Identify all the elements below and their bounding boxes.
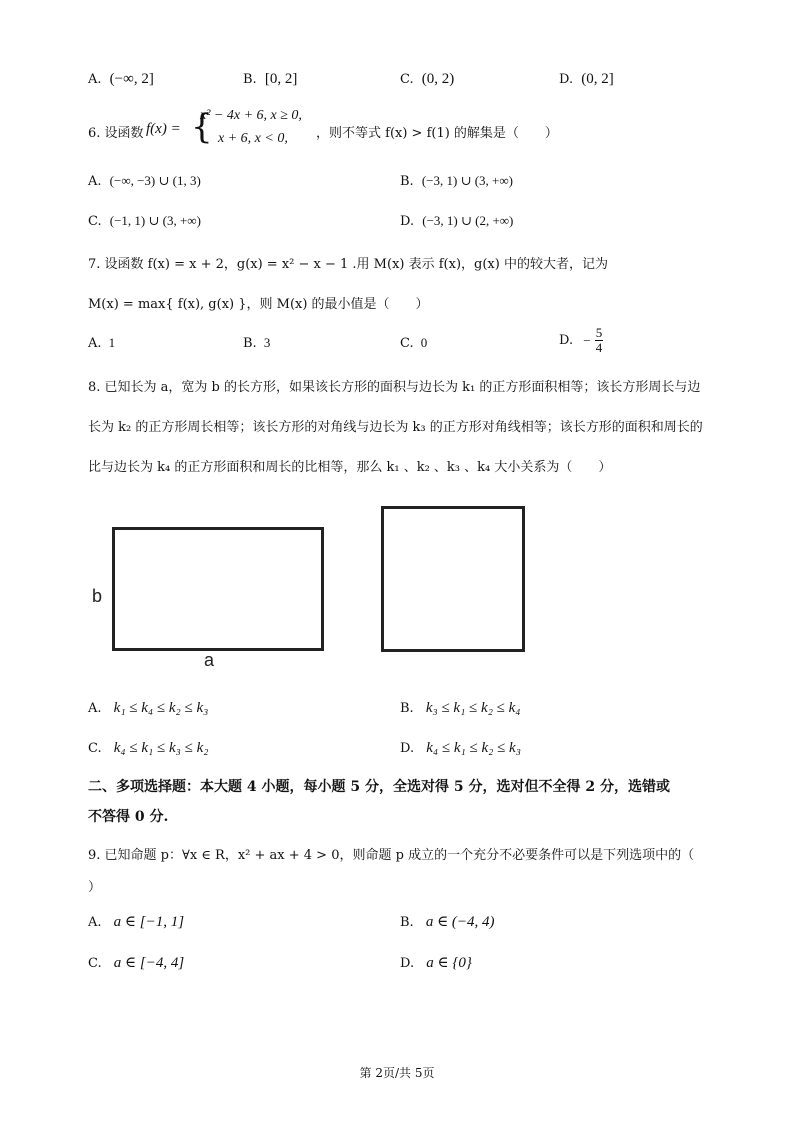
q5-option-a — [88, 71, 154, 88]
option-value: [0, 2] — [264, 71, 298, 87]
option-label: A. — [88, 701, 102, 716]
q6-suffix: ，则不等式 f(x) > f(1) 的解集是（ ） — [316, 126, 558, 141]
q9-stem-line-1: 9. 已知命题 p：∀x ∈ R，x² + ax + 4 > 0，则命题 p 成立的一个充分不必要条件可以是下列选项中的（ — [88, 848, 695, 863]
option-value: k₄ ≤ k₁ ≤ k₂ ≤ k₃ — [426, 740, 521, 756]
q8-option-b — [400, 700, 521, 717]
section-heading-line-2: 不答得 0 分. — [88, 809, 169, 825]
option-value: (0, 2] — [581, 71, 614, 87]
fraction — [595, 326, 604, 355]
q7-stem-line-1: 7. 设函数 f(x) = x + 2，g(x) = x² − x − 1 .用 M(x) 表示 f(x)，g(x) 中的较大者，记为 — [88, 257, 608, 272]
option-value: k₃ ≤ k₁ ≤ k₂ ≤ k₄ — [425, 700, 521, 716]
option-value: 0 — [420, 335, 428, 350]
q7-option-c — [400, 335, 427, 351]
option-value: a ∈ [−4, 4] — [113, 955, 185, 971]
q8-stem-line-3: 比与边长为 k₄ 的正方形面积和周长的比相等，那么 k₁ 、k₂ 、k₃ 、k₄ 大小关系为（ ） — [88, 460, 612, 475]
q9-option-c — [88, 953, 184, 972]
q5-option-b — [243, 71, 297, 88]
option-value: a ∈ (−4, 4) — [425, 914, 495, 930]
q6-option-b — [400, 173, 513, 189]
option-label: C. — [400, 336, 414, 351]
option-label: C. — [88, 956, 102, 971]
option-label: D. — [559, 72, 574, 87]
option-value: k₄ ≤ k₁ ≤ k₃ ≤ k₂ — [113, 740, 209, 756]
section-heading-line-1: 二、多项选择题：本大题 4 小题，每小题 5 分，全选对得 5 分，选对但不全得 2 分，选错或 — [88, 779, 670, 795]
option-value: (−3, 1) ∪ (2, +∞) — [422, 213, 514, 228]
option-value: (−1, 1) ∪ (3, +∞) — [109, 213, 201, 228]
q5-option-d — [559, 71, 614, 88]
option-label: D. — [400, 741, 415, 756]
q6-option-d — [400, 213, 513, 229]
option-value: (−∞, 2] — [109, 71, 154, 87]
q8-stem-line-2: 长为 k₂ 的正方形周长相等；该长方形的对角线与边长为 k₃ 的正方形对角线相等；该长方形的面积和周长的 — [88, 420, 703, 435]
q9-stem-line-2: ） — [88, 880, 102, 895]
square-figure — [381, 506, 525, 652]
rectangle-label-b: b — [92, 586, 103, 606]
option-label: D. — [400, 956, 415, 971]
option-label: B. — [243, 336, 257, 351]
q6-case-2: x + 6, x < 0, — [218, 131, 288, 146]
q7-stem-line-2: M(x) = max{ f(x), g(x) }，则 M(x) 的最小值是（ ） — [88, 297, 429, 312]
option-label: D. — [400, 214, 415, 229]
option-label: C. — [88, 741, 102, 756]
q9-option-d — [400, 953, 472, 972]
q7-option-a — [88, 335, 115, 351]
option-value: k₁ ≤ k₄ ≤ k₂ ≤ k₃ — [113, 700, 209, 716]
q6-prefix: 6. 设函数 — [88, 126, 144, 141]
q8-option-c — [88, 740, 208, 757]
fraction-numerator: 5 — [595, 325, 603, 340]
option-label: C. — [88, 214, 102, 229]
rectangle-figure — [112, 527, 324, 651]
option-label: A. — [88, 174, 102, 189]
q8-stem-line-1: 8. 已知长为 a，宽为 b 的长方形，如果该长方形的面积与边长为 k₁ 的正方形面积相等；该长方形周长与边 — [88, 380, 701, 395]
q5-option-c — [400, 71, 454, 88]
fraction-denominator: 4 — [595, 340, 603, 355]
option-label: A. — [88, 336, 102, 351]
q8-option-a — [88, 700, 208, 717]
q6-fx: f(x) = — [146, 121, 181, 137]
option-sign: − — [583, 332, 591, 348]
q6-case-1: x² − 4x + 6, x ≥ 0, — [200, 108, 302, 123]
option-label: B. — [400, 174, 414, 189]
q7-option-d — [559, 326, 603, 355]
page-footer: 第 2页/共 5页 — [359, 1066, 435, 1080]
option-label: A. — [88, 915, 102, 930]
piecewise-brace: { — [191, 107, 213, 147]
q9-option-a — [88, 912, 184, 931]
option-label: A. — [88, 72, 102, 87]
option-label: B. — [243, 72, 257, 87]
q6-option-a — [88, 173, 201, 189]
option-value: a ∈ {0} — [426, 955, 472, 971]
option-label: B. — [400, 915, 414, 930]
option-value: 1 — [108, 335, 116, 350]
option-value: (−3, 1) ∪ (3, +∞) — [421, 173, 513, 188]
option-value: a ∈ [−1, 1] — [113, 914, 185, 930]
option-value: 3 — [263, 335, 271, 350]
option-value: (0, 2) — [421, 71, 455, 87]
q8-option-d — [400, 740, 521, 757]
q9-option-b — [400, 912, 495, 931]
rectangle-label-a: a — [204, 650, 215, 670]
q6-option-c — [88, 213, 201, 229]
q7-option-b — [243, 335, 270, 351]
option-label: D. — [559, 333, 574, 348]
option-value: (−∞, −3) ∪ (1, 3) — [109, 173, 201, 188]
option-label: B. — [400, 701, 414, 716]
option-label: C. — [400, 72, 414, 87]
